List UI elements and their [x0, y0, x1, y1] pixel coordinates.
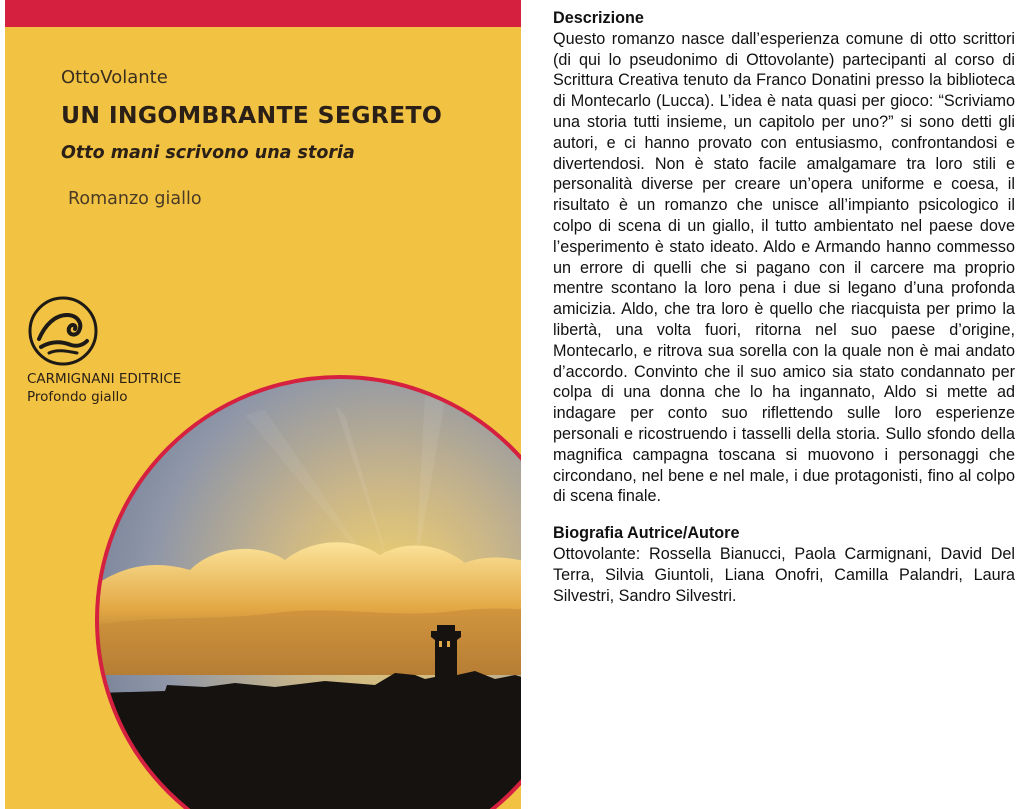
text-panel — [553, 8, 1015, 606]
description-heading: Descrizione — [553, 9, 644, 27]
book-cover — [5, 0, 521, 809]
biography-heading: Biografia Autrice/Autore — [553, 524, 740, 543]
cover-genre: Romanzo giallo — [68, 189, 202, 209]
cover-author: OttoVolante — [61, 67, 168, 88]
wave-logo-icon — [27, 295, 99, 367]
cover-series: Profondo giallo — [27, 389, 128, 405]
biography-text: Ottovolante: Rossella Bianucci, Paola Carmignani, David Del Terra, Silvia Giuntoli, Liana Onofri, Camilla Palandri, Laura Silvestri, Sandro Silvestri. — [553, 544, 1015, 605]
cover-sunset-photo — [95, 375, 521, 809]
cover-publisher: CARMIGNANI EDITRICE — [27, 371, 182, 387]
description-text: Questo romanzo nasce dall’esperienza comune di otto scrittori (di qui lo pseudonimo di Ottovolante) partecipanti al corso di Scrittura Creativa tenuto da Franco Donatini presso la biblioteca di Montecarlo (Lucca). L’idea è nata quasi per gioco: “Scriviamo una storia tutti insieme, un capitolo per uno?” si sono detti gli autori, e ci hanno provato con entusiasmo, confrontandosi e divertendosi. Non è stato facile amalgamare tra loro stili e personalità diverse per creare un’opera uniforme e coesa, il risultato è un romanzo che unisce all’impianto psicologico il colpo di scena di un giallo, il tutto ambientato nel paese dove l’esperimento è stato ideato. Aldo e Armando hanno commesso un errore di quelli che si pagano con il carcere ma proprio mentre scontano la loro pena i due si legano d’una profonda amicizia. Aldo, che tra loro è quello che riacquista per primo la libertà, una volta fuori, ritorna nel suo paese d’origine, Montecarlo, e ritrova sua sorella con la quale non è mai andato d’accordo. Convinto che il suo amico sia stato condannato per colpa di una donna che lo ha ingannato, Aldo si mette ad indagare per conto suo riflettendo sulle loro esperienze personali e ricostruendo i tasselli della storia. Sullo sfondo della magnifica campagna toscana si muovono i personaggi che circondano, nel bene e nel male, i due protagonisti, fino al colpo di scena finale. — [553, 29, 1015, 506]
cover-top-band — [5, 0, 521, 27]
cover-subtitle: Otto mani scrivono una storia — [61, 143, 355, 163]
cover-title: UN INGOMBRANTE SEGRETO — [61, 101, 443, 129]
